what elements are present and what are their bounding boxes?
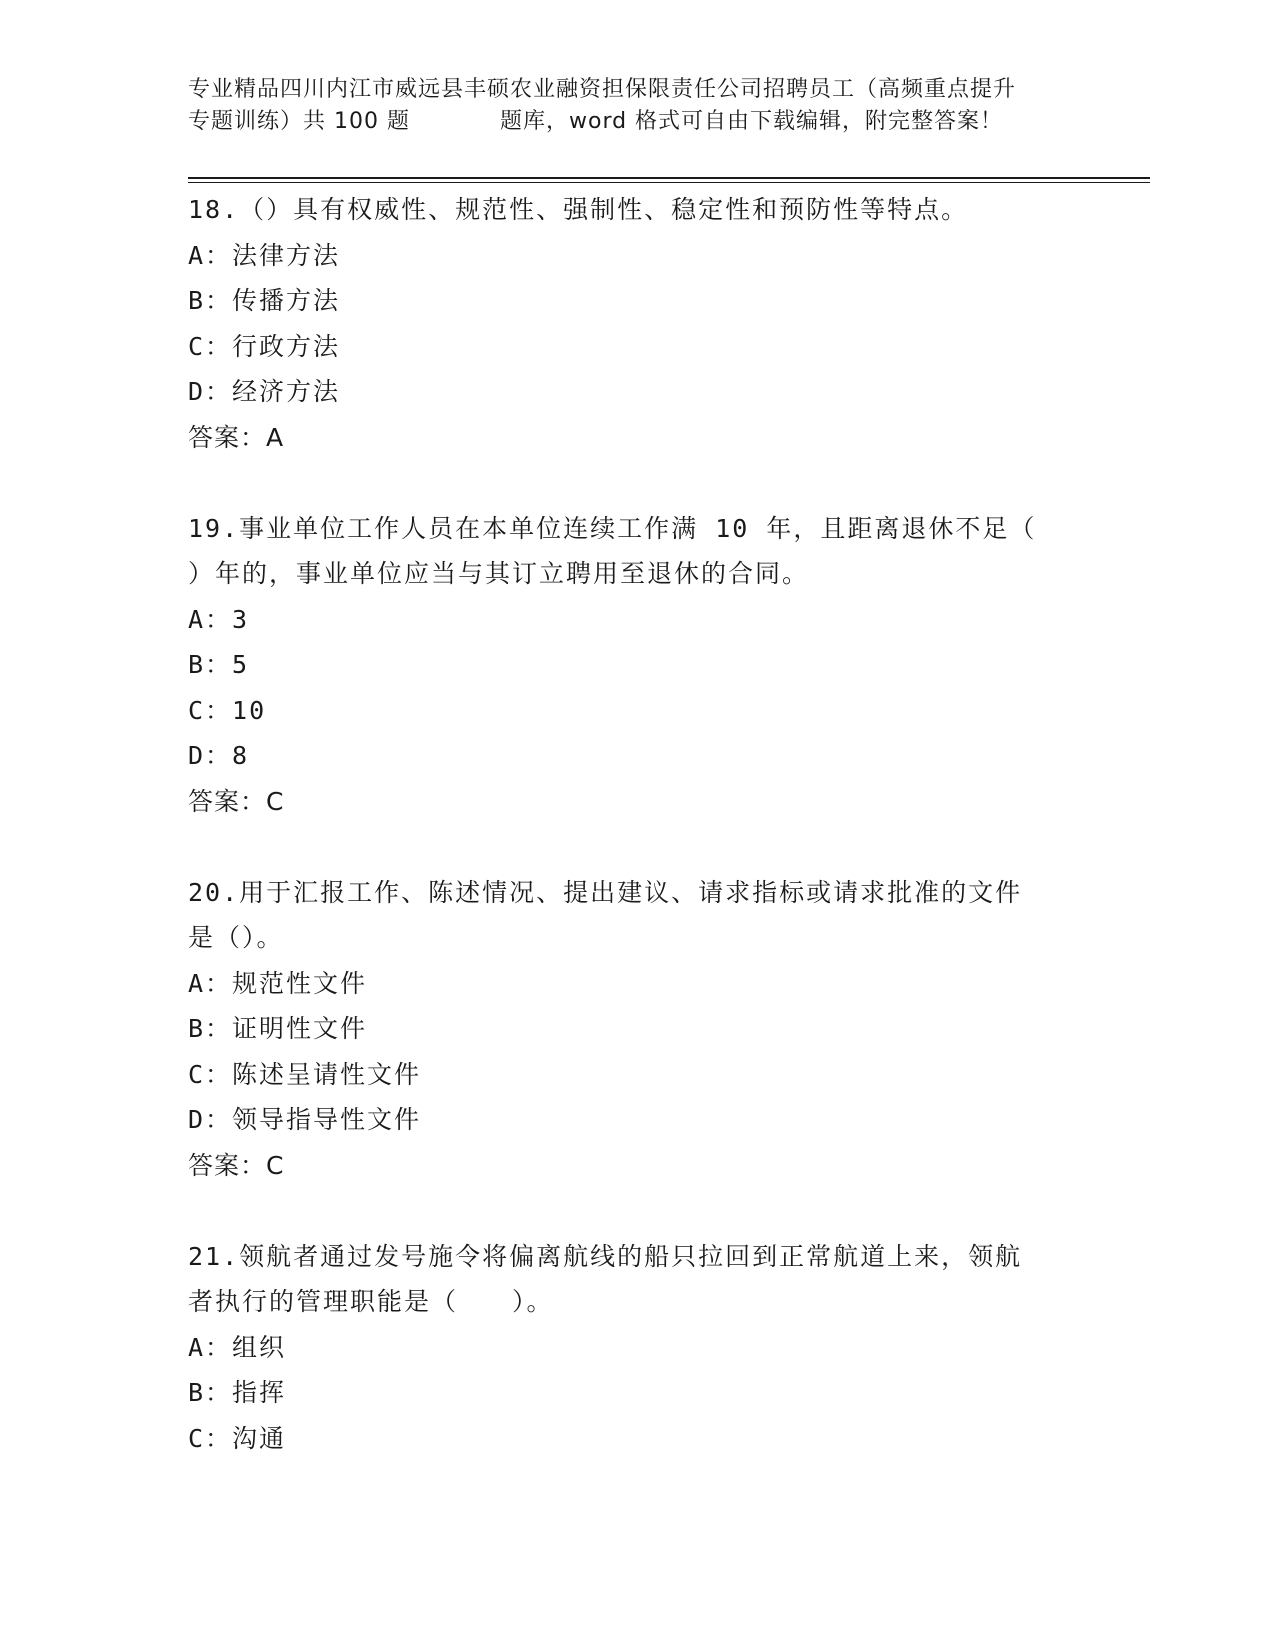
question-18: [188, 187, 1088, 460]
option-c: C：10: [188, 695, 267, 725]
question-list: [188, 187, 1088, 1461]
header-divider-thin: [188, 182, 1150, 183]
question-text-cont: ）年的，事业单位应当与其订立聘用至退休的合同。: [188, 559, 810, 588]
answer: 答案：A: [188, 422, 285, 452]
question-text-cont: 是（）。: [188, 923, 284, 952]
header-line-2-right: 题库，word 格式可自由下载编辑，附完整答案！: [499, 109, 1004, 134]
question-21: [188, 1234, 1088, 1462]
option-a: A：规范性文件: [188, 968, 368, 998]
option-d: D：经济方法: [188, 377, 341, 406]
option-d: D：领导指导性文件: [188, 1105, 422, 1134]
option-c: C：沟通: [188, 1423, 287, 1453]
option-a: A：3: [188, 604, 250, 634]
option-c: C：行政方法: [188, 331, 341, 361]
question-text: 21.领航者通过发号施令将偏离航线的船只拉回到正常航道上来，领航: [188, 1241, 1023, 1271]
question-19: [188, 506, 1088, 825]
question-text: 19.事业单位工作人员在本单位连续工作满 10 年，且距离退休不足（: [188, 513, 1037, 543]
option-b: B：指挥: [188, 1378, 287, 1407]
option-b: B：传播方法: [188, 286, 341, 315]
header-line-2-left: 专题训练）共 100 题: [188, 109, 410, 134]
option-d: D：8: [188, 741, 250, 770]
option-b: B：5: [188, 650, 250, 679]
answer: 答案：C: [188, 1150, 285, 1180]
option-b: B：证明性文件: [188, 1014, 368, 1043]
answer: 答案：C: [188, 786, 285, 816]
option-a: A：组织: [188, 1332, 287, 1362]
question-20: [188, 870, 1088, 1189]
question-text-cont: 者执行的管理职能是（ ）。: [188, 1287, 554, 1316]
question-text: 20.用于汇报工作、陈述情况、提出建议、请求指标或请求批准的文件: [188, 877, 1023, 907]
option-c: C：陈述呈请性文件: [188, 1059, 422, 1089]
header-divider-thick: [188, 177, 1150, 179]
header-line-2: [188, 106, 1088, 138]
option-a: A：法律方法: [188, 240, 341, 270]
question-text: 18.（）具有权威性、规范性、强制性、稳定性和预防性等特点。: [188, 195, 969, 224]
header-line-1: 专业精品四川内江市威远县丰硕农业融资担保限责任公司招聘员工（高频重点提升: [188, 77, 1017, 102]
document-header: [188, 74, 1088, 138]
